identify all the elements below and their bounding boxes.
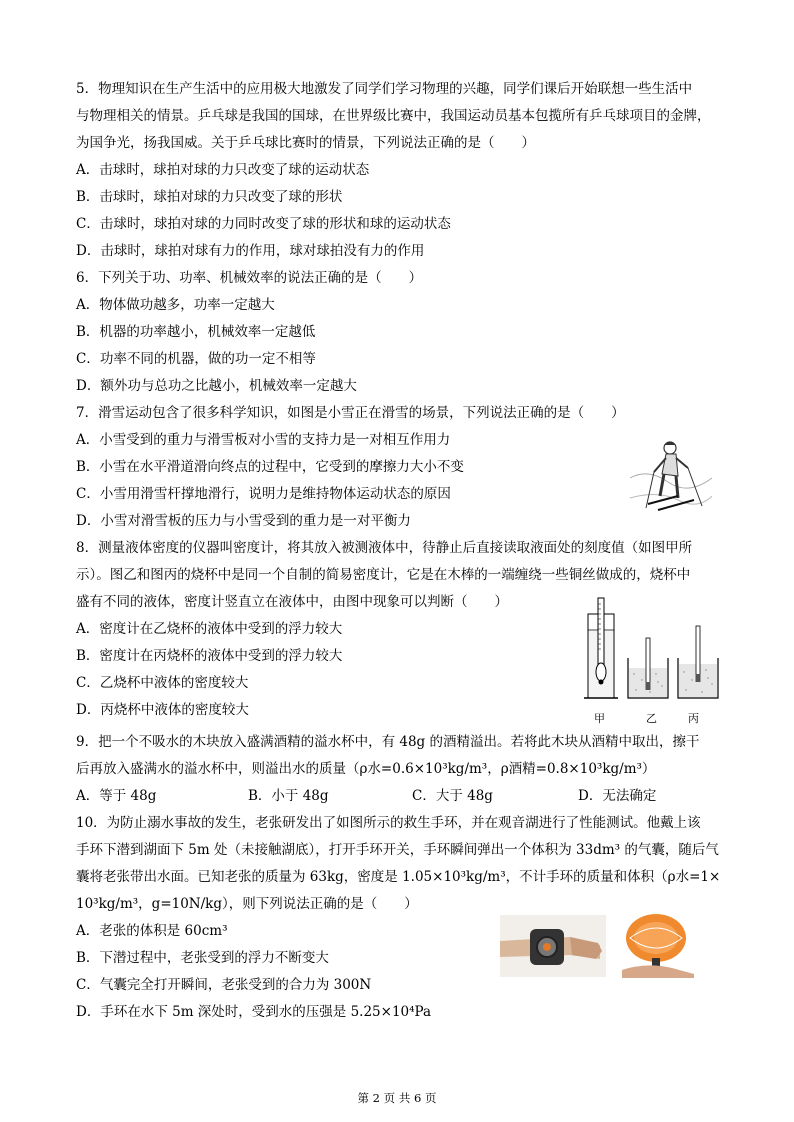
- q8-option-c: C．乙烧杯中液体的密度较大: [76, 675, 249, 691]
- q8-option-b: B．密度计在丙烧杯的液体中受到的浮力较大: [76, 648, 343, 664]
- q6-option-b: B．机器的功率越小，机械效率一定越低: [76, 324, 316, 340]
- q9-stem-line-1: 9．把一个不吸水的木块放入盛满酒精的溢水杯中，有 48g 的酒精溢出。若将此木块从酒精中取出，擦干: [76, 734, 700, 750]
- q10-option-a: A．老张的体积是 60cm³: [76, 923, 228, 939]
- page-footer: 第 2 页 共 6 页: [357, 1091, 437, 1105]
- q10-stem-line-4: 10³kg/m³，g=10N/kg），则下列说法正确的是（ ）: [76, 896, 418, 912]
- q7-stem: 7．滑雪运动包含了很多科学知识，如图是小雪正在滑雪的场景，下列说法正确的是（ ）: [76, 405, 625, 421]
- q9-option-c: C．大于 48g: [412, 788, 493, 804]
- q8-option-a: A．密度计在乙烧杯的液体中受到的浮力较大: [76, 621, 343, 637]
- q9-stem-line-2: 后再放入盛满水的溢水杯中，则溢出水的质量（ρ水=0.6×10³kg/m³，ρ酒精=0.8×10³kg/m³）: [76, 761, 656, 777]
- q9-option-a: A．等于 48g: [76, 788, 157, 804]
- q8-option-d: D．丙烧杯中液体的密度较大: [76, 702, 249, 718]
- q5-option-c: C．击球时，球拍对球的力同时改变了球的形状和球的运动状态: [76, 216, 451, 232]
- q7-option-c: C．小雪用滑雪杆撑地滑行，说明力是维持物体运动状态的原因: [76, 486, 451, 502]
- q6-stem: 6．下列关于功、功率、机械效率的说法正确的是（ ）: [76, 270, 423, 286]
- q10-stem-line-1: 10．为防止溺水事故的发生，老张研发出了如图所示的救生手环，并在观音湖进行了性能测试。他戴上该: [76, 815, 701, 831]
- hydrometer-figure: [584, 594, 724, 710]
- q10-option-d: D．手环在水下 5m 深处时，受到水的压强是 5.25×10⁴Pa: [76, 1004, 432, 1020]
- q6-option-a: A．物体做功越多，功率一定越大: [76, 297, 275, 313]
- skier-figure: [628, 438, 714, 518]
- q8-stem-line-2: 示）。图乙和图丙的烧杯中是同一个自制的简易密度计，它是在木棒的一端缠绕一些铜丝做成的，烧杯中: [76, 567, 691, 583]
- q7-option-b: B．小雪在水平滑道滑向终点的过程中，它受到的摩擦力大小不变: [76, 459, 464, 475]
- q10-option-c: C．气囊完全打开瞬间，老张受到的合力为 300N: [76, 977, 372, 993]
- q5-stem-line-2: 与物理相关的情景。乒乓球是我国的国球，在世界级比赛中，我国运动员基本包揽所有乒乓球项目的金牌，: [76, 108, 711, 124]
- airbag-photo: [616, 908, 698, 978]
- q5-option-b: B．击球时，球拍对球的力只改变了球的形状: [76, 189, 343, 205]
- q5-option-d: D．击球时，球拍对球有力的作用，球对球拍没有力的作用: [76, 243, 425, 259]
- q5-option-a: A．击球时，球拍对球的力只改变了球的运动状态: [76, 162, 370, 178]
- q7-option-d: D．小雪对滑雪板的压力与小雪受到的重力是一对平衡力: [76, 513, 411, 529]
- wristband-photo: [500, 915, 606, 977]
- q10-option-b: B．下潜过程中，老张受到的浮力不断变大: [76, 950, 329, 966]
- q8-stem-line-3: 盛有不同的液体，密度计竖直立在液体中，由图中现象可以判断（ ）: [76, 594, 508, 610]
- q10-stem-line-2: 手环下潜到湖面下 5m 处（未接触湖底），打开手环开关，手环瞬间弹出一个体积为 33dm³ 的气囊，随后气: [76, 842, 719, 858]
- figure-label-bing: 丙: [688, 712, 699, 725]
- figure-label-jia: 甲: [594, 712, 605, 725]
- q8-stem-line-1: 8．测量液体密度的仪器叫密度计，将其放入被测液体中，待静止后直接读取液面处的刻度值（如图甲所: [76, 540, 693, 556]
- figure-label-yi: 乙: [646, 712, 657, 725]
- q9-option-d: D．无法确定: [578, 788, 657, 804]
- q10-stem-line-3: 囊将老张带出水面。已知老张的质量为 63kg，密度是 1.05×10³kg/m³，不计手环的质量和体积（ρ水=1×: [76, 869, 721, 885]
- q9-option-b: B．小于 48g: [248, 788, 329, 804]
- q6-option-c: C．功率不同的机器，做的功一定不相等: [76, 351, 316, 367]
- q5-stem-line-3: 为国争光，扬我国威。关于乒乓球比赛时的情景，下列说法正确的是（ ）: [76, 135, 535, 151]
- q6-option-d: D．额外功与总功之比越小，机械效率一定越大: [76, 378, 357, 394]
- q7-option-a: A．小雪受到的重力与滑雪板对小雪的支持力是一对相互作用力: [76, 432, 451, 448]
- q5-stem-line-1: 5．物理知识在生产生活中的应用极大地激发了同学们学习物理的兴趣，同学们课后开始联想一些生活中: [76, 81, 693, 97]
